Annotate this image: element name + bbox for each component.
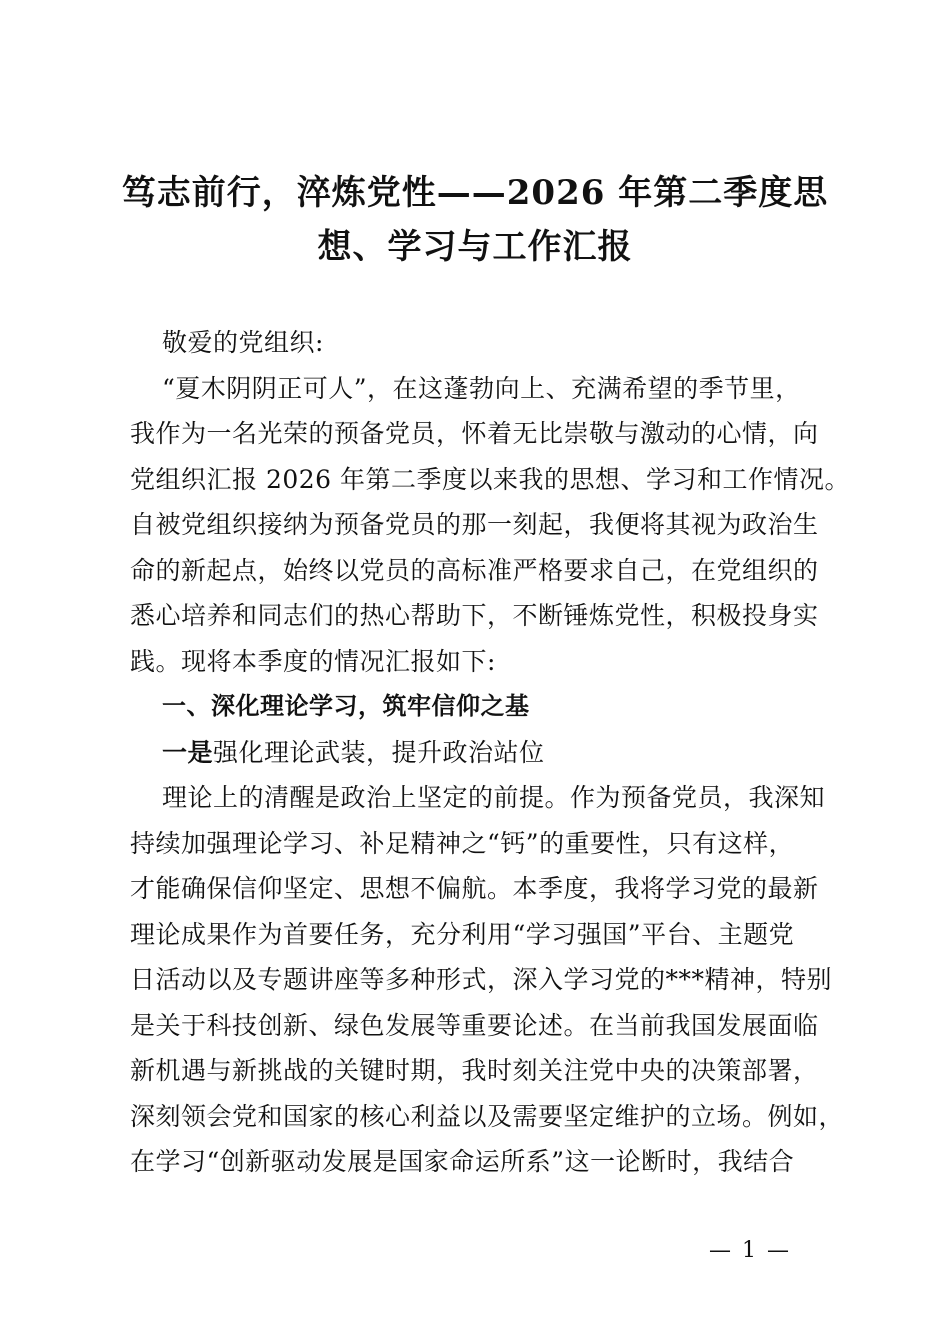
intro-line: 命的新起点，始终以党员的高标准严格要求自己，在党组织的 [130, 555, 819, 585]
intro-line: 自被党组织接纳为预备党员的那一刻起，我便将其视为政治生 [130, 510, 819, 539]
title-line-2: 想、学习与工作汇报 [317, 227, 633, 267]
body-paragraph [130, 775, 845, 1185]
subsection-heading [130, 730, 830, 776]
body-line: 是关于科技创新、绿色发展等重要论述。在当前我国发展面临 [130, 1010, 819, 1040]
body-line: 在学习“创新驱动发展是国家命运所系”这一论断时，我结合 [130, 1147, 795, 1176]
salutation: 敬爱的党组织: [162, 328, 324, 357]
subsection-text: 强化理论武装，提升政治站位 [213, 737, 545, 767]
intro-paragraph [130, 366, 851, 685]
body-line: 新机遇与新挑战的关键时期，我时刻关注党中央的决策部署， [130, 1056, 819, 1085]
body-line: 持续加强理论学习、补足精神之“钙”的重要性，只有这样， [130, 828, 795, 858]
document-title [100, 166, 850, 274]
body-line: 日活动以及专题讲座等多种形式，深入学习党的***精神，特别 [130, 965, 833, 994]
body-line: 才能确保信仰坚定、思想不偏航。本季度，我将学习党的最新 [130, 874, 819, 903]
intro-line: “夏木阴阴正可人”，在这蓬勃向上、充满希望的季节里， [162, 373, 801, 403]
intro-line: 党组织汇报 2026 年第二季度以来我的思想、学习和工作情况。 [130, 464, 851, 494]
intro-line: 悉心培养和同志们的热心帮助下，不断锤炼党性，积极投身实 [130, 601, 819, 630]
body-line: 理论上的清醒是政治上坚定的前提。作为预备党员，我深知 [162, 783, 826, 812]
document-body [130, 320, 851, 1185]
intro-line: 我作为一名光荣的预备党员，怀着无比崇敬与激动的心情，向 [130, 419, 819, 448]
page-number: — 1 — [709, 1238, 791, 1263]
subsection-label: 一是 [162, 737, 214, 767]
body-line: 深刻领会党和国家的核心利益以及需要坚定维护的立场。例如， [130, 1101, 845, 1131]
intro-line: 践。现将本季度的情况汇报如下: [130, 646, 496, 676]
title-line-1: 笃志前行，淬炼党性——2026 年第二季度思 [121, 173, 829, 213]
section-heading: 一、深化理论学习，筑牢信仰之基 [162, 692, 530, 720]
body-line: 理论成果作为首要任务，充分利用“学习强国”平台、主题党 [130, 919, 795, 949]
